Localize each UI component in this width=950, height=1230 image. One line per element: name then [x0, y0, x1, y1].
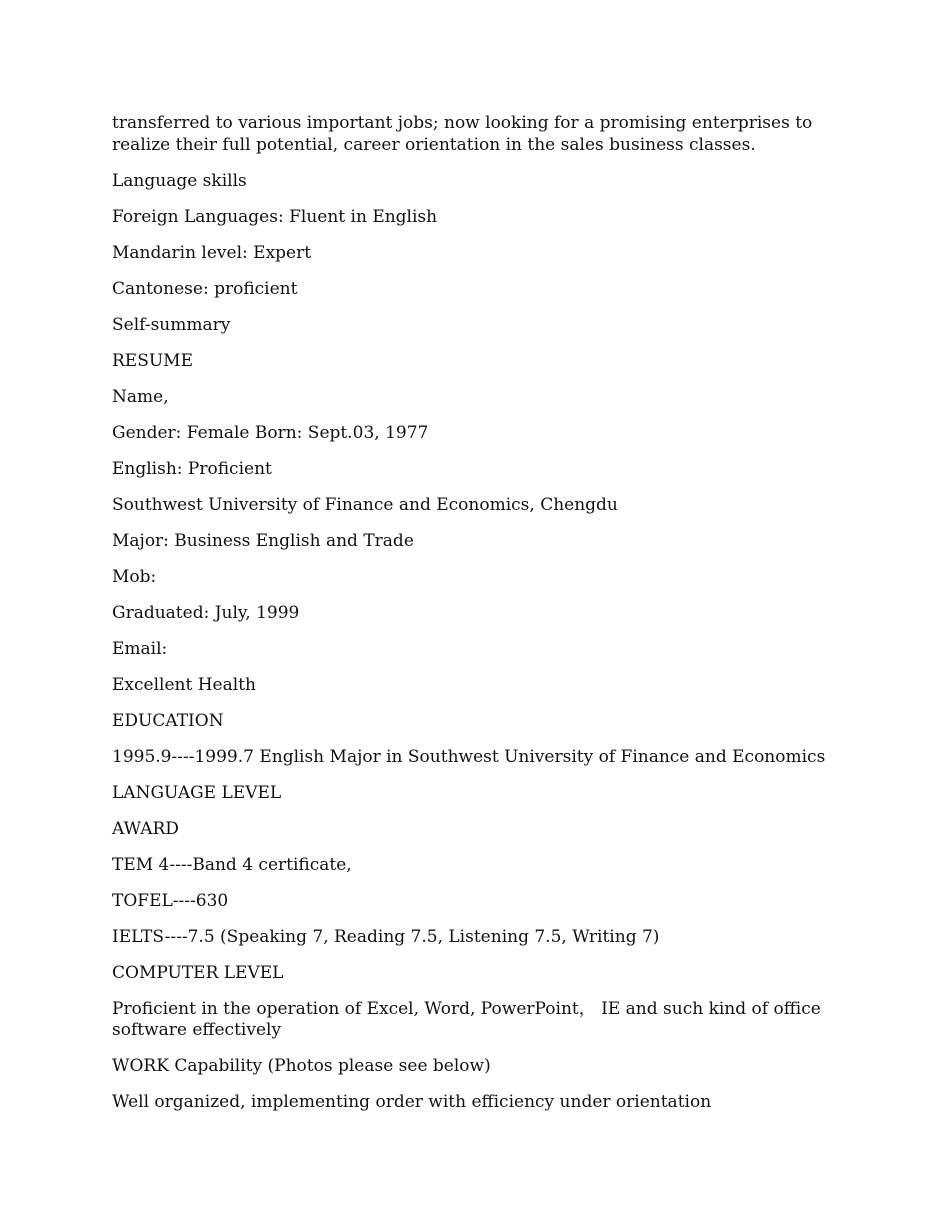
paragraph-email: Email: [112, 638, 168, 659]
paragraph-name: Name, [112, 386, 169, 407]
paragraph-language-level-heading: LANGUAGE LEVEL [112, 782, 282, 803]
paragraph-language-skills-heading: Language skills [112, 170, 247, 191]
paragraph-english-level: English: Proficient [112, 458, 272, 479]
paragraph-tem4: TEM 4----Band 4 certificate, [112, 854, 352, 875]
paragraph-computer-level-heading: COMPUTER LEVEL [112, 962, 284, 983]
paragraph-health: Excellent Health [112, 674, 256, 695]
paragraph-work-capability-heading: WORK Capability (Photos please see below) [112, 1056, 491, 1076]
paragraph-major: Major: Business English and Trade [112, 530, 414, 551]
document-body [112, 113, 842, 1128]
paragraph-tofel: TOFEL----630 [112, 890, 229, 911]
paragraph-office-software: Proficient in the operation of Excel, Word, PowerPoint， IE and such kind of office software effectively [112, 998, 821, 1040]
paragraph-university: Southwest University of Finance and Economics, Chengdu [112, 494, 618, 515]
paragraph-mobile: Mob: [112, 566, 157, 587]
paragraph-well-organized: Well organized, implementing order with efficiency under orientation [112, 1092, 712, 1112]
paragraph-education-heading: EDUCATION [112, 710, 224, 731]
paragraph-resume-heading: RESUME [112, 350, 193, 371]
paragraph-cantonese: Cantonese: proficient [112, 278, 298, 299]
paragraph-ielts: IELTS----7.5 (Speaking 7, Reading 7.5, Listening 7.5, Writing 7) [112, 926, 660, 947]
paragraph-foreign-languages: Foreign Languages: Fluent in English [112, 206, 438, 227]
paragraph-education-entry: 1995.9----1999.7 English Major in Southwest University of Finance and Economics [112, 746, 826, 767]
paragraph-graduated: Graduated: July, 1999 [112, 602, 300, 623]
paragraph-gender-born: Gender: Female Born: Sept.03, 1977 [112, 422, 429, 443]
paragraph-career-orientation: transferred to various important jobs; now looking for a promising enterprises to realize their full potential, career orientation in the sales business classes. [112, 113, 813, 155]
paragraph-award-heading: AWARD [112, 818, 179, 839]
paragraph-mandarin-level: Mandarin level: Expert [112, 242, 312, 263]
paragraph-self-summary-heading: Self-summary [112, 314, 231, 335]
